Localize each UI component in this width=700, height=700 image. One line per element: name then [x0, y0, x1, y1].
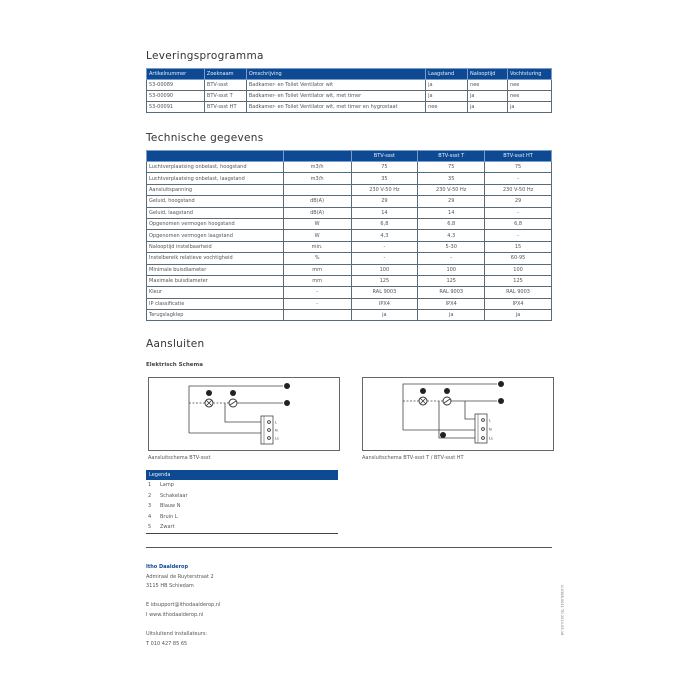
cell: 100 — [351, 264, 418, 275]
table-row — [147, 207, 552, 218]
cell: RAL 9003 — [418, 287, 485, 298]
cell: nee — [507, 80, 551, 91]
col-header: Artikelnummer — [147, 69, 205, 80]
wiring-schematic-icon — [363, 378, 553, 450]
cell: 29 — [418, 196, 485, 207]
table-row — [147, 230, 552, 241]
cell: Opgenomen vermogen laagstand — [147, 230, 284, 241]
cell: 15 — [485, 241, 552, 252]
cell — [283, 310, 351, 321]
wiring-schematic-icon — [149, 378, 339, 450]
wiring-diagram-btv-ssst-t-ht — [362, 377, 554, 451]
table-row — [147, 196, 552, 207]
cell: IPX4 — [418, 298, 485, 309]
cell: 75 — [351, 162, 418, 173]
cell: 230 V-50 Hz — [485, 184, 552, 195]
table-row — [147, 162, 552, 173]
cell: nee — [468, 80, 508, 91]
cell: BTV-ssst — [204, 80, 246, 91]
wiring-diagram-btv-ssst — [148, 377, 340, 451]
cell: RAL 9003 — [485, 287, 552, 298]
cell: BTV-ssst HT — [204, 102, 246, 113]
section-title-leveringsprogramma: Leveringsprogramma — [146, 50, 264, 62]
cell: Badkamer- en Toilet Ventilator wit — [246, 80, 425, 91]
cell: 5-30 — [418, 241, 485, 252]
legend-bottom-rule — [146, 533, 338, 534]
cell: W — [283, 230, 351, 241]
cell: - — [485, 207, 552, 218]
cell: 29 — [485, 196, 552, 207]
table-row — [147, 184, 552, 195]
cell: 125 — [418, 275, 485, 286]
cell: BTV-ssst T — [204, 91, 246, 102]
table-row — [147, 80, 552, 91]
cell: IPX4 — [351, 298, 418, 309]
cell: Badkamer- en Toilet Ventilator wit, met timer en hygrostaat — [246, 102, 425, 113]
cell: 14 — [418, 207, 485, 218]
cell: - — [351, 241, 418, 252]
footer-contact — [146, 563, 220, 649]
cell: - — [485, 173, 552, 184]
installers-label: Uitsluitend installateurs: — [146, 631, 208, 638]
table-header-row — [147, 69, 552, 80]
cell: 35 — [351, 173, 418, 184]
cell: 75 — [485, 162, 552, 173]
company-name: Itho Daalderop — [146, 564, 189, 570]
cell: Terugslagklep — [147, 310, 284, 321]
cell: Aansluitspanning — [147, 184, 284, 195]
cell — [283, 184, 351, 195]
table-row — [147, 218, 552, 229]
table-row — [147, 275, 552, 286]
legend-item: 1 Lamp — [148, 482, 174, 488]
cell: Luchtverplaatsing onbelast, laagstand — [147, 173, 284, 184]
legend-title: Legenda — [146, 470, 338, 480]
cell: 53-00091 — [147, 102, 205, 113]
cell: 53-00089 — [147, 80, 205, 91]
cell: IP classificatie — [147, 298, 284, 309]
cell: 125 — [485, 275, 552, 286]
cell: ja — [426, 91, 468, 102]
col-header: Nalooptijd — [468, 69, 508, 80]
leveringsprogramma-table — [146, 68, 552, 113]
table-row — [147, 91, 552, 102]
table-row — [147, 298, 552, 309]
cell: 6,8 — [351, 218, 418, 229]
cell: 230 V-50 Hz — [351, 184, 418, 195]
technische-gegevens-table — [146, 150, 552, 321]
cell: ja — [468, 102, 508, 113]
cell: Instelbereik relatieve vochtigheid — [147, 253, 284, 264]
col-header: Omschrijving — [246, 69, 425, 80]
cell: - — [418, 253, 485, 264]
section-title-technische-gegevens: Technische gegevens — [146, 132, 264, 144]
legend-box — [146, 470, 338, 534]
diagram-caption: Aansluitschema BTV-ssst — [148, 455, 211, 461]
legend-item: 4 Bruin L — [148, 513, 178, 520]
cell: 4,3 — [351, 230, 418, 241]
cell: - — [485, 230, 552, 241]
cell: 100 — [418, 264, 485, 275]
phone-number: T 010 427 85 65 — [146, 640, 188, 647]
table-header-row — [147, 151, 552, 162]
col-header: BTV-ssst HT — [485, 151, 552, 162]
cell: ja — [418, 310, 485, 321]
cell: 125 — [351, 275, 418, 286]
col-header: Vochtsturing — [507, 69, 551, 80]
table-row — [147, 264, 552, 275]
footer-divider — [146, 547, 552, 548]
col-header — [283, 151, 351, 162]
table-row — [147, 173, 552, 184]
col-header: Zoeknaam — [204, 69, 246, 80]
cell: ja — [507, 102, 551, 113]
svg-text:N: N — [489, 427, 492, 432]
col-header: BTV-ssst T — [418, 151, 485, 162]
cell: 6,8 — [485, 218, 552, 229]
table-row — [147, 287, 552, 298]
cell: Geluid, hoogstand — [147, 196, 284, 207]
legend-item: 2 Schakelaar — [148, 492, 188, 499]
cell: 75 — [418, 162, 485, 173]
cell: m3/h — [283, 162, 351, 173]
cell: Luchtverplaatsing onbelast, hoogstand — [147, 162, 284, 173]
cell: W — [283, 218, 351, 229]
cell: Geluid, laagstand — [147, 207, 284, 218]
legend-item: 5 Zwart — [148, 524, 175, 530]
cell: 35 — [418, 173, 485, 184]
cell: 6,8 — [418, 218, 485, 229]
cell: 100 — [485, 264, 552, 275]
cell: 230 V-50 Hz — [418, 184, 485, 195]
cell: dB(A) — [283, 207, 351, 218]
cell: mm — [283, 275, 351, 286]
cell: Badkamer- en Toilet Ventilator wit, met timer — [246, 91, 425, 102]
table-row — [147, 102, 552, 113]
cell: IPX4 — [485, 298, 552, 309]
diagram-caption: Aansluitschema BTV-ssst T / BTV-ssst HT — [362, 455, 464, 461]
svg-text:Ls: Ls — [489, 436, 493, 441]
cell: 4,3 — [418, 230, 485, 241]
cell: Opgenomen vermogen hoogstand — [147, 218, 284, 229]
cell: nee — [507, 91, 551, 102]
table-row — [147, 310, 552, 321]
section-title-aansluiten: Aansluiten — [146, 338, 205, 350]
cell: dB(A) — [283, 196, 351, 207]
website-link[interactable]: I www.ithodaalderop.nl — [146, 611, 204, 618]
cell: mm — [283, 264, 351, 275]
cell: Nalooptijd instelbaarheid — [147, 241, 284, 252]
cell: ja — [468, 91, 508, 102]
cell: min. — [283, 241, 351, 252]
col-header — [147, 151, 284, 162]
cell: 14 — [351, 207, 418, 218]
cell: Minimale buisdiameter — [147, 264, 284, 275]
cell: - — [283, 298, 351, 309]
cell: ja — [485, 310, 552, 321]
cell: 29 — [351, 196, 418, 207]
table-row — [147, 253, 552, 264]
legend-item: 3 Blauw N — [148, 503, 181, 509]
svg-text:Ls: Ls — [275, 436, 279, 441]
document-code: U-0368-0611 TD 2014-05-18 — [560, 585, 564, 636]
svg-text:L: L — [275, 420, 277, 425]
cell: ja — [351, 310, 418, 321]
cell: ja — [426, 80, 468, 91]
subtitle-elektrisch-schema: Elektrisch Schema — [146, 362, 203, 368]
cell: % — [283, 253, 351, 264]
cell: 53-00090 — [147, 91, 205, 102]
cell: m3/h — [283, 173, 351, 184]
address-line-2: 3115 HB Schiedam — [146, 583, 194, 590]
address-line-1: Admiraal de Ruyterstraat 2 — [146, 573, 214, 580]
table-row — [147, 241, 552, 252]
svg-text:N: N — [275, 428, 278, 433]
svg-text:L: L — [489, 418, 491, 423]
cell: 60-95 — [485, 253, 552, 264]
email-link[interactable]: E idsupport@ithodaalderop.nl — [146, 602, 221, 609]
cell: nee — [426, 102, 468, 113]
cell: - — [351, 253, 418, 264]
col-header: BTV-ssst — [351, 151, 418, 162]
cell: - — [283, 287, 351, 298]
cell: Kleur — [147, 287, 284, 298]
cell: RAL 9003 — [351, 287, 418, 298]
cell: Maximale buisdiameter — [147, 275, 284, 286]
col-header: Laagstand — [426, 69, 468, 80]
